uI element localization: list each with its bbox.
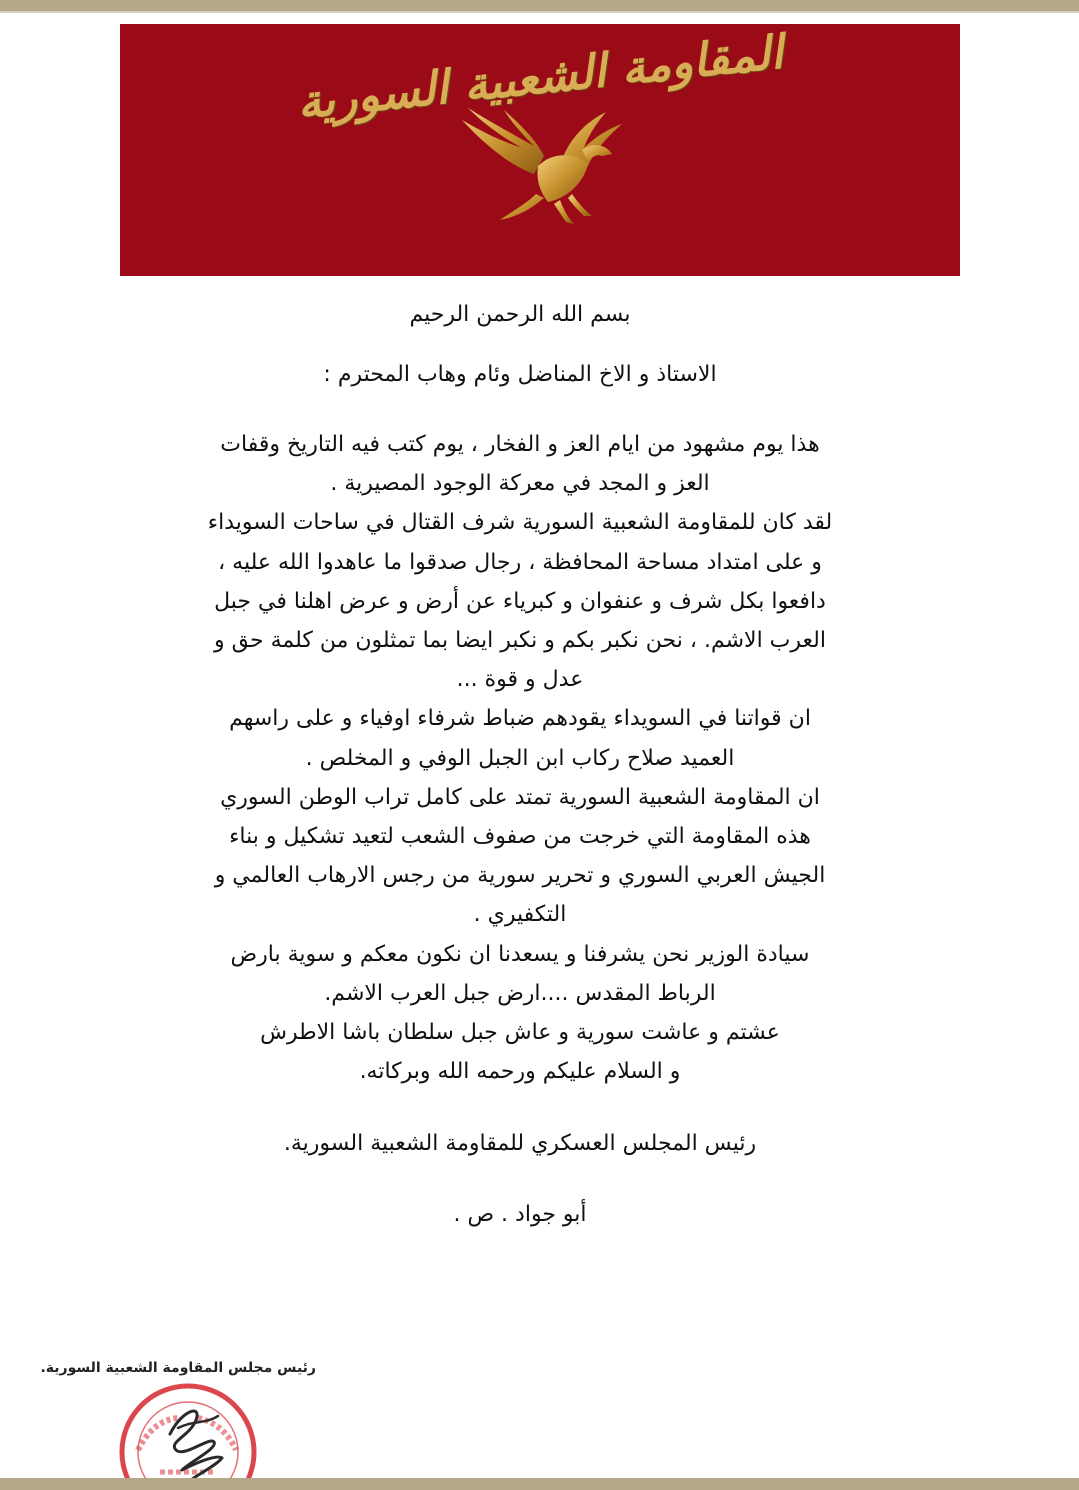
basmala: بسم الله الرحمن الرحيم [409, 302, 631, 327]
letter-paragraphs [170, 425, 870, 1091]
body-line: ان المقاومة الشعبية السورية تمتد على كامل تراب الوطن السوري [220, 784, 820, 810]
seal-block [20, 1360, 320, 1480]
body-line: العميد صلاح ركاب ابن الجبل الوفي و المخلص . [305, 745, 735, 771]
body-line: التكفيري . [473, 902, 567, 928]
body-line: لقد كان للمقاومة الشعبية السورية شرف القتال في ساحات السويداء [207, 510, 833, 536]
body-line: هذا يوم مشهود من ايام العز و الفخار ، يوم كتب فيه التاريخ وقفات [220, 432, 820, 457]
body-line: سيادة الوزير نحن يشرفنا و يسعدنا ان نكون معكم و سوية بارض [230, 941, 810, 967]
letterhead-title: المقاومة الشعبية السورية [294, 24, 786, 130]
body-line: عشتم و عاشت سورية و عاش جبل سلطان باشا الاطرش [260, 1020, 780, 1046]
signature-stamp-icon [98, 1380, 278, 1490]
body-line: عدل و قوة ... [456, 667, 584, 693]
bottom-border [0, 1478, 1079, 1490]
body-line: الجيش العربي السوري و تحرير سورية من رجس الارهاب العالمي و [214, 863, 826, 889]
salutation: الاستاذ و الاخ المناضل وئام وهاب المحترم : [323, 362, 717, 387]
letter-body [170, 295, 870, 1235]
signer-name: أبو جواد . ص . [453, 1202, 587, 1228]
body-line: دافعوا بكل شرف و عنفوان و كبرياء عن أرض و عرض اهلنا في جبل [214, 588, 826, 614]
body-line: هذه المقاومة التي خرجت من صفوف الشعب لتعيد تشكيل و بناء [229, 824, 811, 850]
seal-caption: رئيس مجلس المقاومة الشعبية السورية. [40, 1360, 316, 1376]
body-line: العرب الاشم. ، نحن نكبر بكم و نكبر ايضا بما تمثلون من كلمة حق و [214, 628, 826, 654]
body-line: الرباط المقدس ....ارض جبل العرب الاشم. [324, 980, 716, 1006]
closing-title: رئيس المجلس العسكري للمقاومة الشعبية السورية. [283, 1131, 757, 1157]
eagle-emblem-icon [456, 106, 626, 228]
body-line: و السلام عليكم ورحمه الله وبركاته. [359, 1059, 681, 1085]
body-line: و على امتداد مساحة المحافظة ، رجال صدقوا ما عاهدوا الله عليه ، [218, 549, 822, 575]
body-line: العز و المجد في معركة الوجود المصيرية . [330, 471, 710, 497]
body-line: ان قواتنا في السويداء يقودهم ضباط شرفاء اوفياء و على راسهم [229, 706, 811, 732]
letterhead-banner [120, 24, 960, 276]
